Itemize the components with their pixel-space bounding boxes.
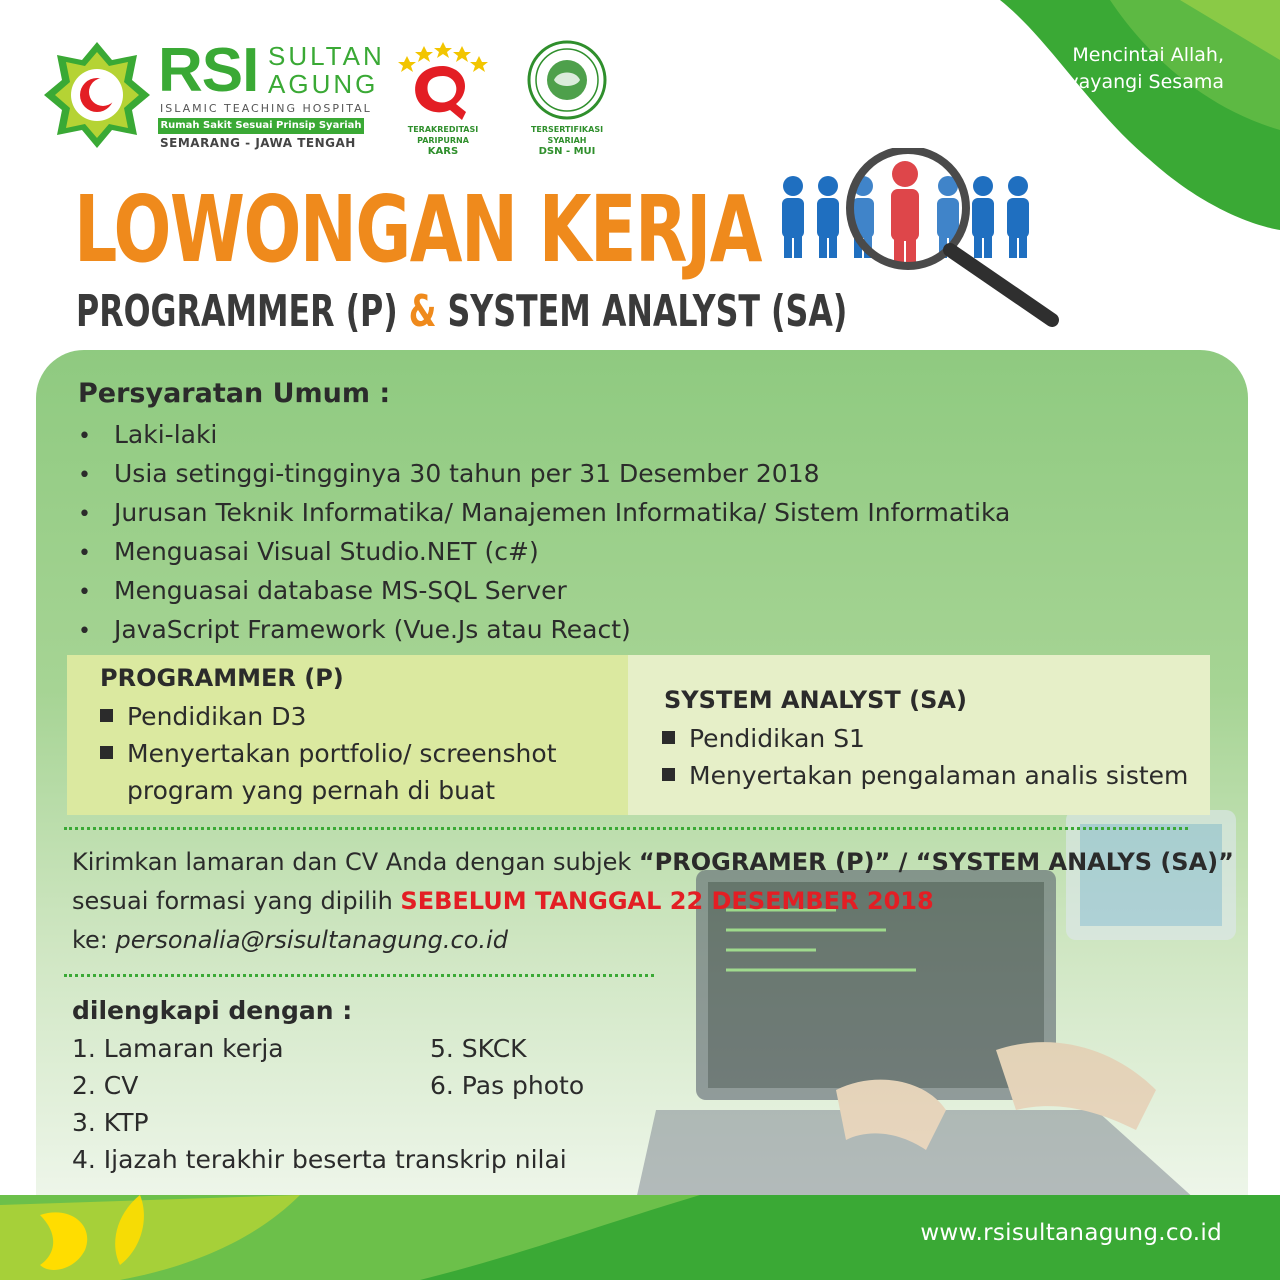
send-line-3	[72, 926, 508, 954]
list-item	[78, 494, 1010, 533]
list-item: 1. Lamaran kerja	[72, 1034, 284, 1063]
brand-agung: AGUNG	[268, 69, 379, 99]
programmer-heading: PROGRAMMER (P)	[100, 664, 344, 692]
email-link[interactable]: personalia@rsisultanagung.co.id	[115, 926, 508, 954]
brand-badge: Rumah Sakit Sesuai Prinsip Syariah	[158, 118, 364, 134]
list-item: 3. KTP	[72, 1108, 149, 1137]
bullet: •	[78, 463, 91, 488]
subtitle-analyst: SYSTEM ANALYST (SA)	[436, 286, 848, 337]
brand-city: SEMARANG - JAWA TENGAH	[160, 136, 356, 150]
dsn-mui-logo	[512, 38, 622, 157]
analyst-heading: SYSTEM ANALYST (SA)	[664, 686, 967, 714]
brand-rsi: RSI	[158, 36, 259, 105]
tagline-line2: menyayangi Sesama	[1025, 71, 1224, 93]
bullet: •	[78, 424, 91, 449]
requirement-text: Menguasai Visual Studio.NET (c#)	[114, 537, 539, 566]
dotted-divider	[64, 827, 1188, 830]
kars-caption	[382, 124, 504, 157]
list-item	[78, 572, 1010, 611]
page-title: LOWONGAN KERJA	[74, 176, 762, 283]
analyst-item-text: Menyertakan pengalaman analis sistem	[689, 761, 1189, 790]
dotted-divider	[64, 974, 654, 977]
kars-emblem-icon	[382, 38, 504, 122]
dsn-caption-line2: DSN - MUI	[538, 146, 596, 157]
square-bullet	[100, 709, 113, 722]
square-bullet	[662, 768, 675, 781]
analyst-item-text: Pendidikan S1	[689, 724, 865, 753]
requirement-text: Menguasai database MS-SQL Server	[114, 576, 567, 605]
bullet: •	[78, 502, 91, 527]
send-subject: “PROGRAMER (P)” / “SYSTEM ANALYS (SA)”	[638, 848, 1234, 876]
list-item: 4. Ijazah terakhir beserta transkrip nilai	[72, 1145, 567, 1174]
tagline-line1: Mencintai Allah,	[1072, 44, 1224, 66]
programmer-item	[100, 735, 557, 772]
deadline-text: SEBELUM TANGGAL 22 DESEMBER 2018	[400, 887, 934, 915]
requirement-text: JavaScript Framework (Vue.Js atau React)	[114, 615, 631, 644]
bullet: •	[78, 541, 91, 566]
requirement-text: Laki-laki	[114, 420, 218, 449]
subtitle-ampersand: &	[408, 286, 437, 337]
page-subtitle	[76, 286, 847, 338]
requirement-text: Jurusan Teknik Informatika/ Manajemen Informatika/ Sistem Informatika	[114, 498, 1011, 527]
completeness-heading: dilengkapi dengan :	[72, 996, 353, 1025]
list-item: 6. Pas photo	[430, 1071, 585, 1100]
list-item: 5. SKCK	[430, 1034, 527, 1063]
programmer-item	[100, 698, 306, 735]
list-item: 2. CV	[72, 1071, 139, 1100]
requirements-heading: Persyaratan Umum :	[78, 378, 391, 409]
programmer-item-continuation: program yang pernah di buat	[127, 776, 496, 805]
send-prefix: ke:	[72, 926, 116, 954]
requirement-text: Usia setinggi-tingginya 30 tahun per 31 Desember 2018	[114, 459, 820, 488]
dsn-caption-line1: TERSERTIFIKASI SYARIAH	[530, 125, 604, 145]
list-item	[78, 611, 1010, 650]
send-text: sesuai formasi yang dipilih	[72, 887, 401, 915]
list-item	[78, 533, 1010, 572]
analyst-item	[662, 720, 865, 757]
analyst-item	[662, 757, 1188, 794]
square-bullet	[100, 746, 113, 759]
laptop-hands-illustration	[636, 750, 1248, 1200]
send-line-1	[72, 848, 1234, 876]
tagline	[964, 42, 1224, 96]
brand-sultan: SULTAN	[268, 41, 385, 71]
bullet: •	[78, 619, 91, 644]
subtitle-programmer: PROGRAMMER (P)	[76, 286, 409, 337]
square-bullet	[662, 731, 675, 744]
list-item	[78, 416, 1010, 455]
mui-seal-icon	[512, 38, 622, 122]
dsn-caption	[512, 124, 622, 157]
kars-logo	[382, 38, 504, 157]
website-link[interactable]: www.rsisultanagung.co.id	[920, 1220, 1222, 1246]
programmer-item-text: Menyertakan portfolio/ screenshot	[127, 739, 557, 768]
requirements-list	[78, 416, 1010, 650]
bullet: •	[78, 580, 91, 605]
star-crescent-icon	[42, 40, 152, 150]
hospital-logo	[42, 36, 385, 158]
kars-caption-line2: KARS	[427, 146, 459, 157]
programmer-item-text: Pendidikan D3	[127, 702, 307, 731]
people-magnifier-illustration	[760, 148, 1070, 333]
kars-caption-line1: TERAKREDITASI PARIPURNA	[407, 125, 479, 145]
brand-sultan-agung	[268, 42, 385, 98]
send-text: Kirimkan lamaran dan CV Anda dengan subjek	[72, 848, 639, 876]
list-item	[78, 455, 1010, 494]
brand-subtitle: ISLAMIC TEACHING HOSPITAL	[160, 102, 372, 115]
send-line-2	[72, 887, 934, 915]
